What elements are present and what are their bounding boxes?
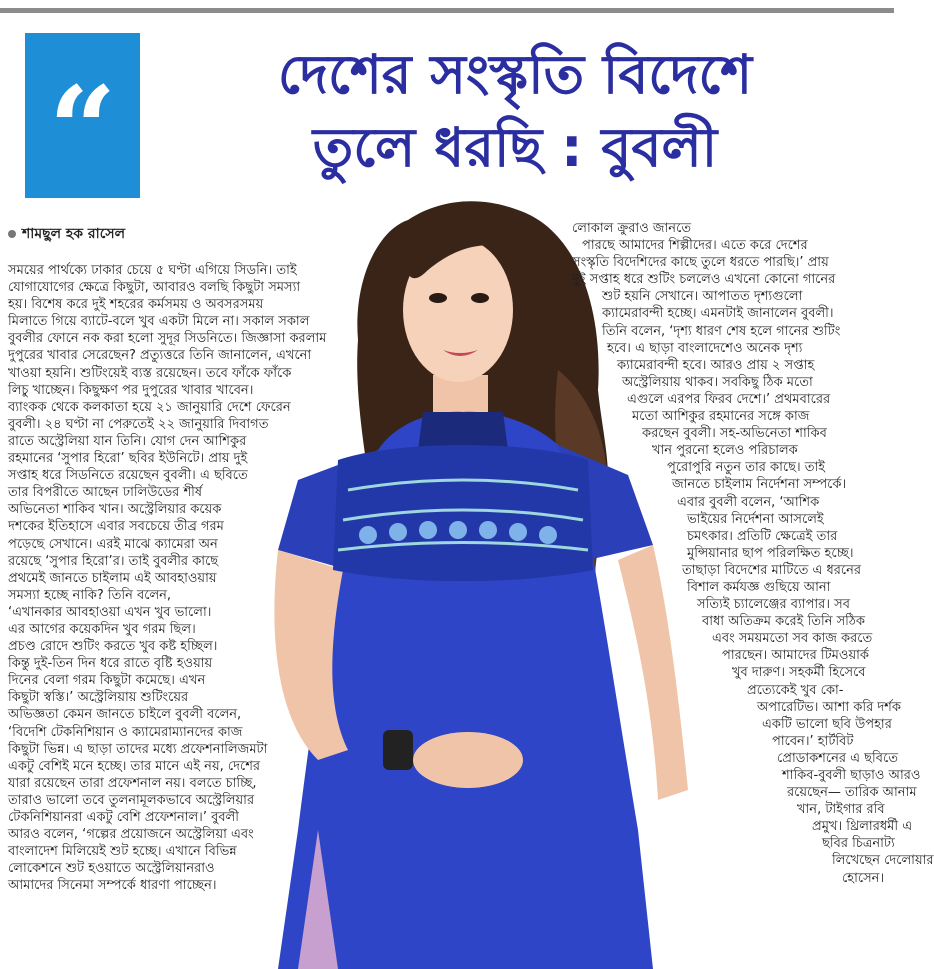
article-line: তিনি বলেন, ‘দৃশ্য ধারণ শেষ হলে গানের শুটিং xyxy=(602,323,841,339)
byline xyxy=(8,222,125,246)
article-line: তারাও ভালো তবে তুলনামূলকভাবে অস্ট্রেলিয়ার xyxy=(8,792,255,808)
article-line: তাছাড়া বিদেশের মাটিতে এ ধরনের xyxy=(682,562,862,578)
article-line: লোকেশনে শুট হওয়াতে অস্ট্রেলিয়ানরাও xyxy=(8,861,215,877)
article-line: খুব দারুণ। সহকর্মী হিসেবে xyxy=(732,665,866,681)
article-line: হবে। এ ছাড়া বাংলাদেশেও অনেক দৃশ্য xyxy=(607,340,803,356)
article-line: আরও বলেন, ‘গল্পের প্রয়োজনে অস্ট্রেলিয়া এবং xyxy=(8,827,254,843)
article-line: বিশাল কর্মযজ্ঞ গুছিয়ে আনা xyxy=(687,579,831,595)
article-line: প্রমুখ। থ্রিলারধর্মী এ xyxy=(812,819,913,835)
article-line: বুবলীর ফোনে নক করা হলো সুদূর সিডনিতে। জিজ্ঞাসা করলাম xyxy=(8,331,327,347)
quote-mark-icon: “ xyxy=(48,59,117,199)
article-line: লোকাল ক্রুরাও জানতে xyxy=(572,221,692,236)
article-line: ভাইয়ের নির্দেশনা আসলেই xyxy=(687,511,824,527)
article-line: শাকিব-বুবলী ছাড়াও আরও xyxy=(782,768,921,783)
wristwatch-shape xyxy=(383,730,413,770)
article-line: ‘এখানকার আবহাওয়া এখন খুব ভালো। xyxy=(8,604,212,620)
article-line: মুন্সিয়ানার ছাপ পরিলক্ষিত হচ্ছে। xyxy=(687,545,854,561)
article-column-left xyxy=(8,262,327,894)
article-line: সপ্তাহ ধরে সিডনিতে রয়েছেন বুবলী। এ ছবিতে xyxy=(8,468,248,484)
article-line: ক্যামেরাবন্দী হবে। আরও প্রায় ২ সপ্তাহ xyxy=(617,357,815,373)
article-line: বাংলাদেশ মিলিয়েই শুট হচ্ছে। এখানে বিভিন্ন xyxy=(8,844,237,860)
left-eye-shape xyxy=(429,293,447,303)
article-line: এবং সময়মতো সব কাজ করতে xyxy=(712,631,873,647)
article-line: দুপুরের খাবার সেরেছেন? প্রত্যুত্তরে তিনি জানালেন, এখনো xyxy=(8,348,312,364)
article-line: তার বিপরীতে আছেন ঢালিউডের শীর্ষ xyxy=(8,485,203,501)
article-line: দুই সপ্তাহ ধরে শুটিং চললেও এখনো কোনো গানের xyxy=(572,272,836,288)
article-line: এগুলে এরপর ফিরব দেশে।’ প্রথমবারের xyxy=(627,391,831,407)
article-line: লিখেছেন দেলোয়ার xyxy=(832,853,934,869)
article-line: খাওয়া হয়নি। শুটিংয়েই ব্যস্ত রয়েছেন। তবে ফাঁকে ফাঁকে xyxy=(8,365,292,381)
article-line: যোগাযোগের ক্ষেত্রে কিছুটা, আবারও বলছি কিছুটা সমস্যা xyxy=(8,280,301,296)
article-line: রয়েছে ‘সুপার হিরো’র। তাই বুবলীর কাছে xyxy=(8,553,219,569)
article-line: দিনের বেলা গরম কিছুটা কমেছে। এখন xyxy=(8,673,206,689)
article-line: বাধা অতিক্রম করেই তিনি সঠিক xyxy=(702,614,865,630)
article-line: এবার বুবলী বলেন, ‘আশিক xyxy=(677,494,820,510)
article-line: লিচু খাচ্ছেন। কিছুক্ষণ পর দুপুরের খাবার খাবেন। xyxy=(8,382,254,398)
article-line: রয়েছেন— তারিক আনাম xyxy=(787,785,917,801)
article-line: অভিজ্ঞতা কেমন জানতে চাইলে বুবলী বলেন, xyxy=(8,707,242,723)
article-line: প্রোডাকশনের এ ছবিতে xyxy=(777,750,898,766)
article-line: সত্যিই চ্যালেঞ্জের ব্যাপার। সব xyxy=(697,597,850,613)
headline-line-1: দেশের সংস্কৃতি বিদেশে xyxy=(277,43,753,106)
article-line: প্রত্যেকেই খুব কো- xyxy=(747,682,844,698)
article-line: হোসেন। xyxy=(842,870,885,886)
article-line: ছবির চিত্রনাট্য xyxy=(822,836,895,852)
article-line: দশকের ইতিহাসে এবার সবচেয়ে তীব্র গরম xyxy=(8,519,224,535)
article-line: হয়। বিশেষ করে দুই শহরের কর্মসময় ও অবসরসময় xyxy=(8,297,264,313)
author-name: শামছুল হক রাসেল xyxy=(22,226,125,242)
article-line: যারা রয়েছেন তারা প্রফেশনাল নয়। বলতে চাচ্ছি, xyxy=(8,775,257,791)
yoke-embroidery xyxy=(333,445,593,581)
article-line: পুরোপুরি নতুন তার কাছে। তাই xyxy=(667,460,826,476)
article-line: একটু বেশিই মনে হচ্ছে। তার মানে এই নয়, দেশের xyxy=(8,758,261,774)
quote-box xyxy=(25,33,140,198)
article-line: প্রথমেই জানতে চাইলাম এই আবহাওয়ায় xyxy=(8,570,217,586)
article-line: আমাদের সিনেমা সম্পর্কে ধারণা পাচ্ছেন। xyxy=(8,878,217,894)
article-line: মতো আশিকুর রহমানের সঙ্গে কাজ xyxy=(632,409,810,425)
article-line: শুট হয়নি সেখানে। আপাতত দৃশ্যগুলো xyxy=(602,289,803,305)
article-line: কিছুটা ভিন্ন। এ ছাড়া তাদের মধ্যে প্রফেশনালিজমটা xyxy=(8,741,268,757)
article-line: চমৎকার। প্রতিটি ক্ষেত্রেই তার xyxy=(687,528,838,544)
article-line: বুবলী। ২৪ ঘণ্টা না পেরুতেই ২২ জানুয়ারি দিবাগত xyxy=(8,416,269,432)
article-line: টেকনিশিয়ানরা একটু বেশি প্রফেশনাল।’ বুবলী xyxy=(8,810,239,825)
article-line: খান পুরনো হলেও পরিচালক xyxy=(652,443,798,459)
article-line: কিন্তু দুই-তিন দিন ধরে রাতে বৃষ্টি হওয়ায় xyxy=(8,656,213,672)
article-line: অস্ট্রেলিয়ায় থাকব। সবকিছু ঠিক মতো xyxy=(622,374,813,390)
article-line: রহমানের ‘সুপার হিরো’ ছবির ইউনিটে। প্রায় দুই xyxy=(8,451,248,467)
article-line: ‘বিদেশি টেকনিশিয়ান ও ক্যামেরাম্যানদের কাজ xyxy=(8,724,243,740)
article-line: পারছে আমাদের শিল্পীদের। এতে করে দেশের xyxy=(582,238,808,254)
article-line: সময়ের পার্থক্যে ঢাকার চেয়ে ৫ ঘণ্টা এগিয়ে সিডনি। তাই xyxy=(8,263,297,278)
article-line: ক্যামেরাবন্দী হচ্ছে। এমনটাই জানালেন বুবলী। xyxy=(602,306,834,322)
article-line: করছেন বুবলী। সহ-অভিনেতা শাকিব xyxy=(642,426,827,442)
article-line: ব্যাংকক থেকে কলকাতা হয়ে ২১ জানুয়ারি দেশে ফেরেন xyxy=(8,399,291,415)
article-line: পাবেন।’ হার্টবিট xyxy=(772,733,854,749)
article-line: পড়েছে সেখানে। এরই মাঝে ক্যামেরা অন xyxy=(8,536,218,552)
article-line: পারছেন। আমাদের টিমওয়ার্ক xyxy=(722,648,869,664)
article-line: একটি ভালো ছবি উপহার xyxy=(762,716,892,732)
hand-shape xyxy=(413,732,523,788)
article-line: জানতে চাইলাম নির্দেশনা সম্পর্কে। xyxy=(672,477,847,493)
article-line: প্রচণ্ড রোদে শুটিং করতে খুব কষ্ট হচ্ছিল। xyxy=(8,639,218,655)
bullet-icon xyxy=(8,230,16,238)
article-line: মিলাতে গিয়ে ব্যাটে-বলে খুব একটা মিলে না। সকাল সকাল xyxy=(8,314,310,330)
collar-embroidery xyxy=(418,412,508,450)
article-column-right xyxy=(572,220,934,887)
headline-line-2: তুলে ধরছি : বুবলী xyxy=(312,116,718,179)
article-line: অপারেটিভ। আশা করি দর্শক xyxy=(757,699,901,715)
right-eye-shape xyxy=(471,293,489,303)
article-line: কিছুটা স্বস্তি।’ অস্ট্রেলিয়ায় শুটিংয়ের xyxy=(8,690,189,706)
article-line: খান, টাইগার রবি xyxy=(797,802,885,818)
article-line: রাতে অস্ট্রেলিয়া যান তিনি। যোগ দেন আশিকুর xyxy=(8,433,247,449)
article-line: সংস্কৃতি বিদেশিদের কাছে তুলে ধরতে পারছি।’ প্রায় xyxy=(572,255,829,271)
article-line: অভিনেতা শাকিব খান। অস্ট্রেলিয়ার কয়েক xyxy=(8,502,222,518)
top-rule xyxy=(0,8,894,13)
headline xyxy=(170,40,860,186)
article-line: এর আগের কয়েকদিন খুব গরম ছিল। xyxy=(8,621,196,637)
article-line: সমস্যা হচ্ছে নাকি? তিনি বলেন, xyxy=(8,587,172,603)
